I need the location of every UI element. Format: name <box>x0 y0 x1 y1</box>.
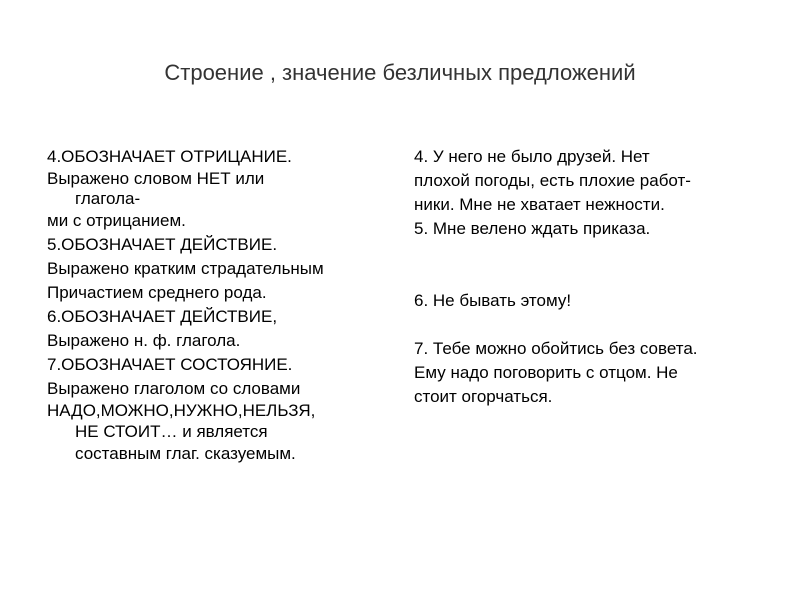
right-line: стоит огорчаться. <box>414 387 553 406</box>
left-line: Причастием среднего рода. <box>47 283 267 302</box>
left-line: НЕ СТОИТ… и является <box>75 422 268 441</box>
left-line: 6.ОБОЗНАЧАЕТ ДЕЙСТВИЕ, <box>47 307 278 326</box>
right-line: Ему надо поговорить с отцом. Не <box>414 363 678 382</box>
left-line: 7.ОБОЗНАЧАЕТ СОСТОЯНИЕ. <box>47 355 293 374</box>
left-line: Выражено словом НЕТ или <box>47 169 265 188</box>
spacer <box>414 241 784 289</box>
left-line: 4.ОБОЗНАЧАЕТ ОТРИЦАНИЕ. <box>47 147 292 166</box>
left-line: Выражено н. ф. глагола. <box>47 331 241 350</box>
slide-title: Строение , значение безличных предложений <box>164 60 636 85</box>
left-line: составным глаг. сказуемым. <box>75 444 296 463</box>
right-column <box>414 145 784 409</box>
right-line: плохой погоды, есть плохие работ- <box>414 171 691 190</box>
left-line: ми с отрицанием. <box>47 211 186 230</box>
spacer <box>414 313 784 337</box>
left-line: Выражено кратким страдательным <box>47 259 324 278</box>
left-line: НАДО,МОЖНО,НУЖНО,НЕЛЬЗЯ, <box>47 401 316 420</box>
right-line: ники. Мне не хватает нежности. <box>414 195 665 214</box>
left-line: 5.ОБОЗНАЧАЕТ ДЕЙСТВИЕ. <box>47 235 278 254</box>
right-line: 6. Не бывать этому! <box>414 291 572 310</box>
right-line: 4. У него не было друзей. Нет <box>414 147 650 166</box>
left-column <box>47 145 387 465</box>
left-line: глагола- <box>75 189 141 208</box>
right-line: 5. Мне велено ждать приказа. <box>414 219 651 238</box>
left-line: Выражено глаголом со словами <box>47 379 301 398</box>
right-line: 7. Тебе можно обойтись без совета. <box>414 339 698 358</box>
